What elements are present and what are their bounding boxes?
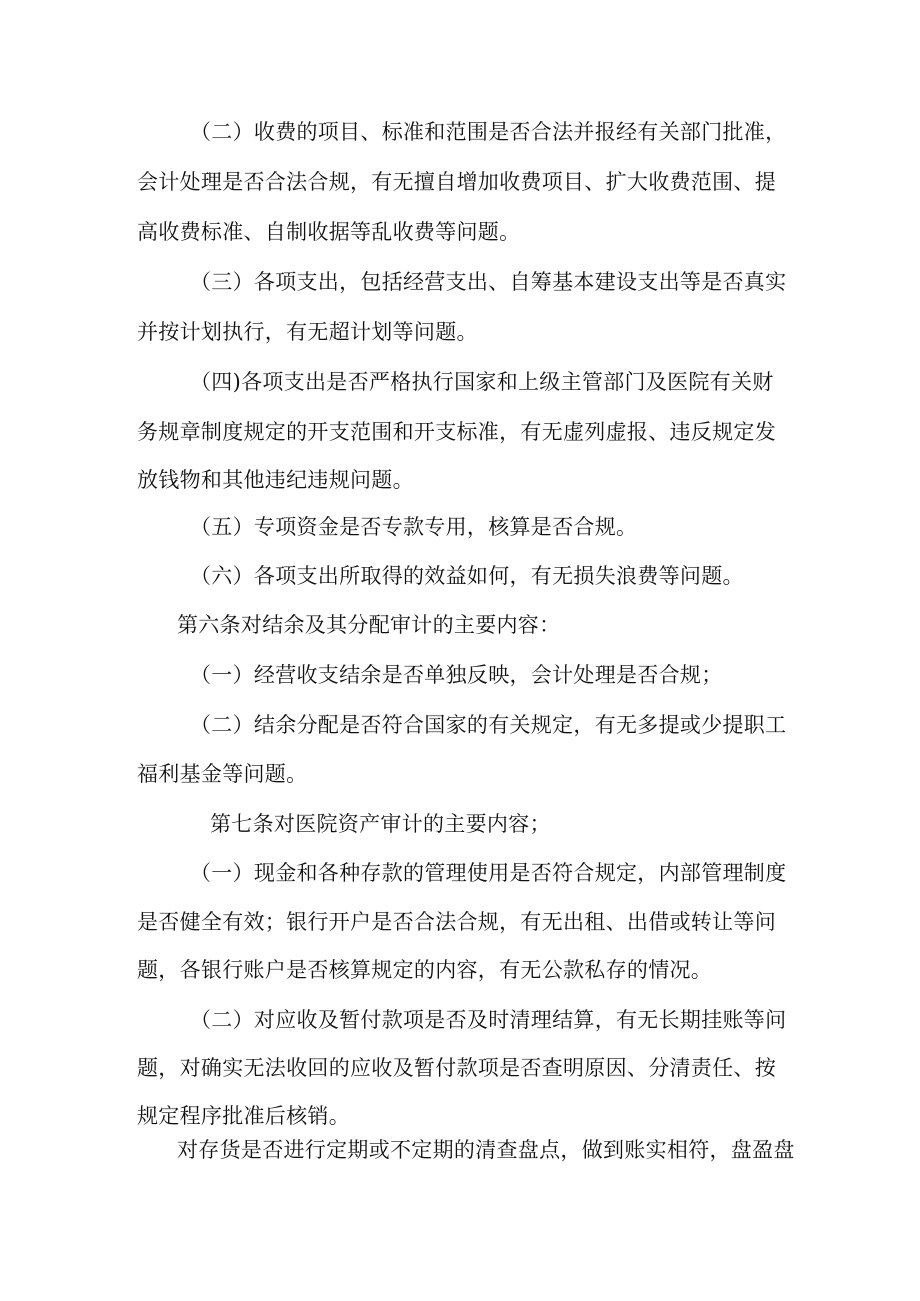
text-line: 放钱物和其他违纪违规问题。 (137, 468, 414, 492)
text-line: 务规章制度规定的开支范围和开支标准，有无虚列虚报、违反规定发 (137, 420, 776, 444)
text-line: 第六条对结余及其分配审计的主要内容： (177, 613, 561, 637)
text-line: 高收费标准、自制收据等乱收费等问题。 (137, 220, 521, 244)
text-line: 会计处理是否合法合规，有无擅自增加收费项目、扩大收费范围、提 (137, 170, 776, 194)
text-line: 第七条对医院资产审计的主要内容； (210, 812, 551, 836)
text-line: 福利基金等问题。 (137, 762, 308, 786)
text-line: 规定程序批准后核销。 (137, 1104, 350, 1128)
text-line: （四)各项支出是否严格执行国家和上级主管部门及医院有关财 (190, 370, 774, 394)
text-line: （六）各项支出所取得的效益如何，有无损失浪费等问题。 (190, 564, 744, 588)
text-line: 是否健全有效；银行开户是否合法合规，有无出租、出借或转让等问 (137, 910, 776, 934)
text-line: （一）经营收支结余是否单独反映，会计处理是否合规； (190, 663, 723, 687)
text-line: （二）对应收及暂付款项是否及时清理结算，有无长期挂账等问 (190, 1008, 787, 1032)
text-line: 并按计划执行，有无超计划等问题。 (137, 320, 478, 344)
text-line: 对存货是否进行定期或不定期的清查盘点，做到账实相符，盘盈盘 (177, 1138, 795, 1162)
text-line: 题，各银行账户是否核算规定的内容，有无公款私存的情况。 (137, 958, 713, 982)
text-line: （一）现金和各种存款的管理使用是否符合规定，内部管理制度 (190, 861, 787, 885)
text-line: （五）专项资金是否专款专用，核算是否合规。 (190, 515, 638, 539)
text-line: （二）收费的项目、标准和范围是否合法并报经有关部门批准， (190, 120, 787, 144)
text-line: （二）结余分配是否符合国家的有关规定，有无多提或少提职工 (190, 713, 787, 737)
text-line: 题，对确实无法收回的应收及暂付款项是否查明原因、分清责任、按 (137, 1056, 776, 1080)
text-line: （三）各项支出，包括经营支出、自筹基本建设支出等是否真实 (190, 270, 787, 294)
